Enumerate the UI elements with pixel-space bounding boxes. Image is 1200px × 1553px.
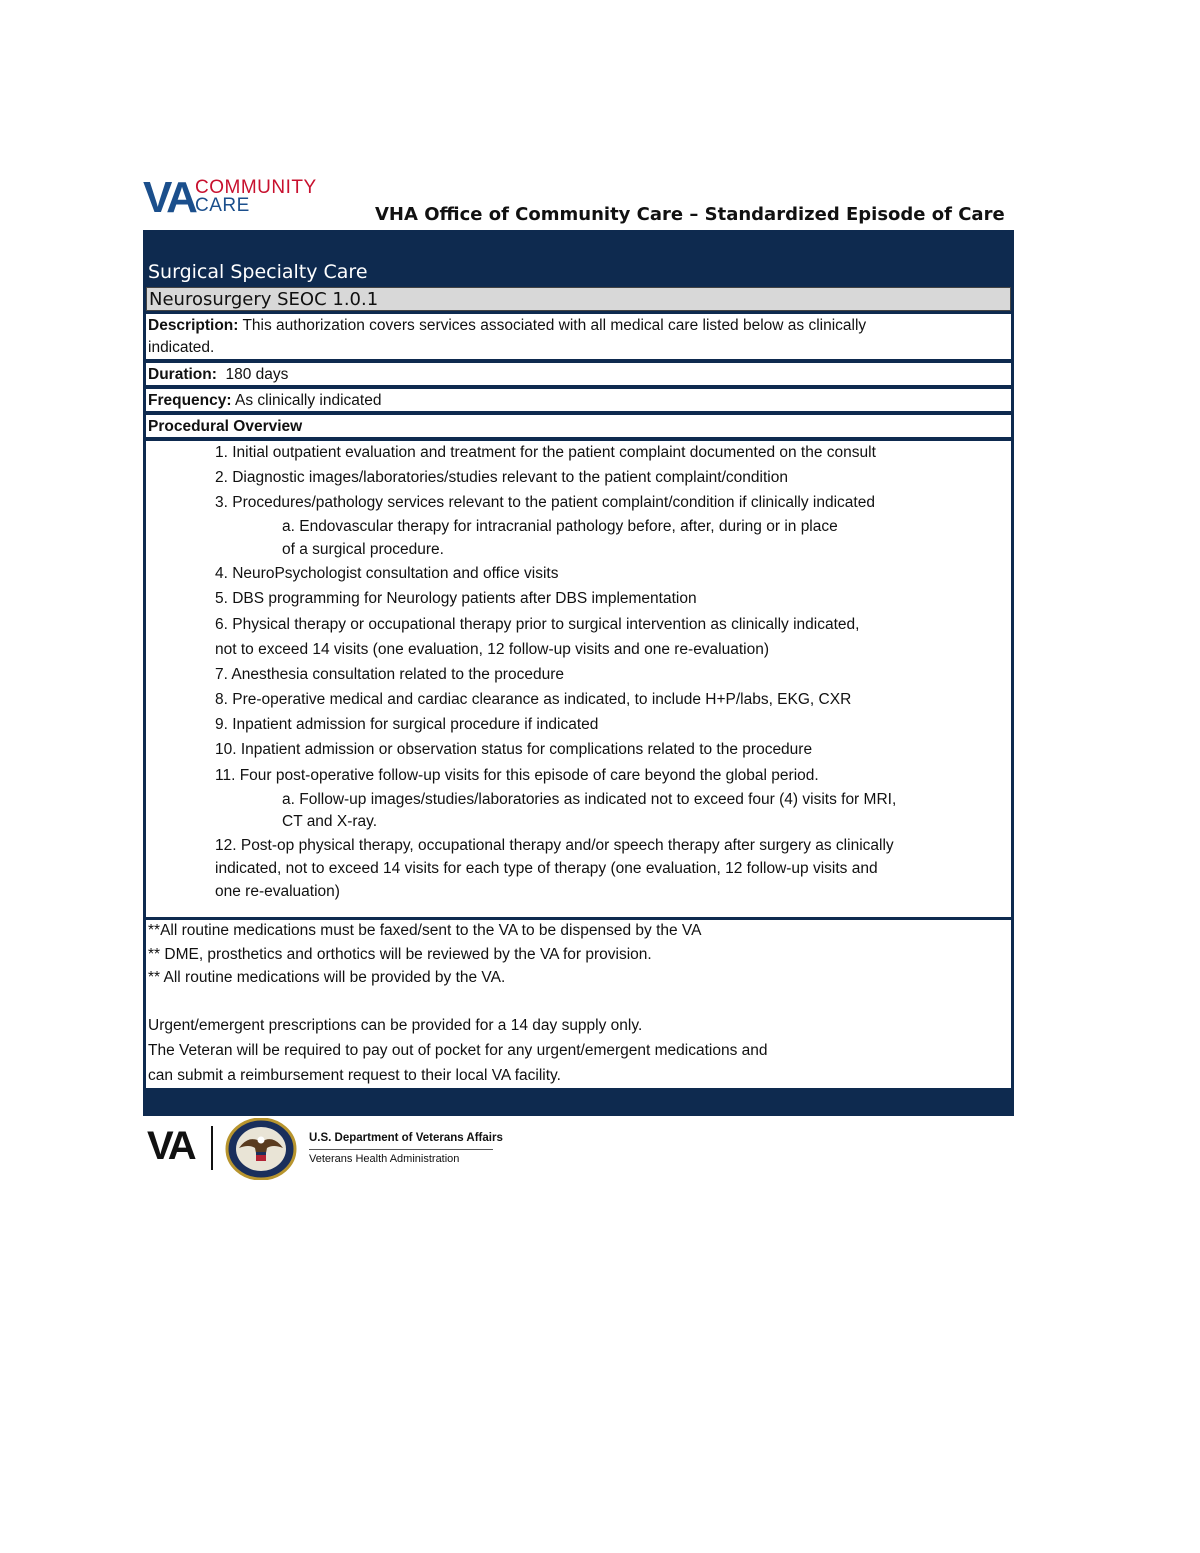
- note-line: Urgent/emergent prescriptions can be provided for a 14 day supply only.: [148, 1017, 643, 1034]
- list-item: 7. Anesthesia consultation related to the procedure: [215, 666, 564, 683]
- list-item: 10. Inpatient admission or observation status for complications related to the procedure: [215, 741, 813, 758]
- list-item: 2. Diagnostic images/laboratories/studies relevant to the patient complaint/condition: [215, 469, 788, 486]
- note-line: ** All routine medications will be provided by the VA.: [148, 969, 506, 986]
- list-item: 4. NeuroPsychologist consultation and office visits: [215, 565, 559, 582]
- list-item: 12. Post-op physical therapy, occupational therapy and/or speech therapy after surgery as clinically: [215, 837, 894, 854]
- procedural-overview-label: Procedural Overview: [148, 418, 303, 435]
- list-item: 6. Physical therapy or occupational therapy prior to surgical intervention as clinically indicated,: [215, 616, 860, 633]
- procedural-overview-header: [146, 415, 1011, 437]
- logo-community-text: COMMUNITY: [195, 177, 317, 198]
- list-item: one re-evaluation): [215, 883, 340, 900]
- list-item: 3. Procedures/pathology services relevant to the patient complaint/condition if clinically indicated: [215, 494, 875, 511]
- note-line: **All routine medications must be faxed/sent to the VA to be dispensed by the VA: [148, 922, 702, 939]
- frequency-value: As clinically indicated: [235, 392, 382, 409]
- list-item: 9. Inpatient admission for surgical procedure if indicated: [215, 716, 599, 733]
- specialty-banner: Surgical Specialty Care: [148, 261, 368, 283]
- list-item: not to exceed 14 visits (one evaluation, 12 follow-up visits and one re-evaluation): [215, 641, 770, 658]
- note-line: can submit a reimbursement request to their local VA facility.: [148, 1067, 561, 1084]
- list-item: 8. Pre-operative medical and cardiac clearance as indicated, to include H+P/labs, EKG, CXR: [215, 691, 852, 708]
- seoc-name: Neurosurgery SEOC 1.0.1: [146, 287, 1011, 311]
- frequency-label: Frequency:: [148, 392, 232, 409]
- va-footer-logo: [145, 1118, 505, 1184]
- va-seal-icon: [225, 1118, 297, 1180]
- list-item: CT and X-ray.: [282, 813, 378, 830]
- list-item: 1. Initial outpatient evaluation and treatment for the patient complaint documented on the consult: [215, 444, 876, 461]
- description-cell: [146, 314, 1011, 359]
- description-text-2: indicated.: [148, 339, 215, 356]
- list-item: a. Follow-up images/studies/laboratories as indicated not to exceed four (4) visits for MRI,: [282, 791, 897, 808]
- duration-label: Duration:: [148, 366, 217, 383]
- duration-cell: [146, 363, 1011, 385]
- logo-va-text: VA: [143, 173, 195, 222]
- list-item: a. Endovascular therapy for intracranial pathology before, after, during or in place: [282, 518, 838, 535]
- note-line: ** DME, prosthetics and orthotics will be reviewed by the VA for provision.: [148, 946, 652, 963]
- logo-care-text: CARE: [195, 195, 250, 216]
- frequency-cell: [146, 389, 1011, 411]
- footer-divider: [211, 1126, 213, 1170]
- footer-administration: Veterans Health Administration: [309, 1153, 460, 1165]
- footer-rule: [309, 1149, 493, 1150]
- procedural-overview-list: [146, 441, 1011, 917]
- list-item: 11. Four post-operative follow-up visits for this episode of care beyond the global period.: [215, 767, 819, 784]
- footer-department: U.S. Department of Veterans Affairs: [309, 1132, 503, 1144]
- document-title: VHA Office of Community Care – Standardized Episode of Care: [375, 204, 1005, 225]
- medication-notes: [146, 920, 1011, 1088]
- list-item: of a surgical procedure.: [282, 541, 444, 558]
- note-line: The Veteran will be required to pay out of pocket for any urgent/emergent medications and: [148, 1042, 768, 1059]
- va-community-care-logo: [143, 173, 323, 222]
- list-item: 5. DBS programming for Neurology patients after DBS implementation: [215, 590, 697, 607]
- footer-va-text: VA: [147, 1124, 194, 1168]
- description-text: This authorization covers services associated with all medical care listed below as clinically: [242, 317, 867, 334]
- description-label: Description:: [148, 317, 239, 334]
- duration-value: 180 days: [225, 366, 289, 383]
- list-item: indicated, not to exceed 14 visits for each type of therapy (one evaluation, 12 follow-up visits and: [215, 860, 878, 877]
